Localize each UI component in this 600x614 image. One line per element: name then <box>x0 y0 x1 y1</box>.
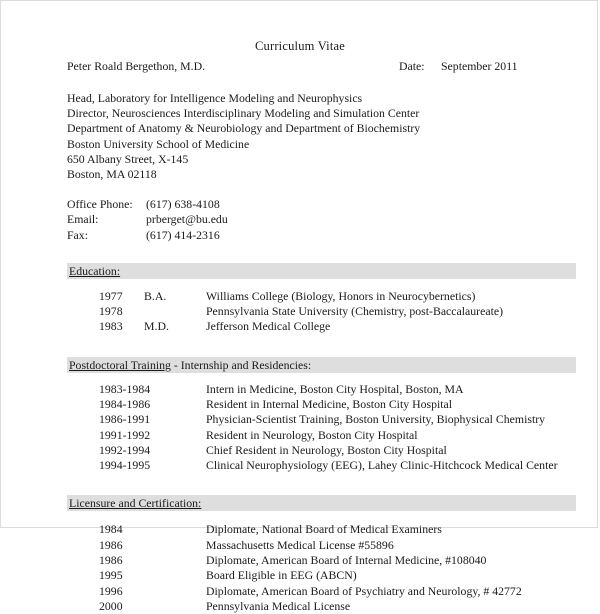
entry-row <box>1 412 599 427</box>
entry-row <box>1 599 599 614</box>
candidate-name: Peter Roald Bergethon, M.D. <box>67 59 206 73</box>
entry-year: 1991-1992 <box>99 427 151 442</box>
postdoctoral-entries <box>1 382 599 474</box>
entry-description: Intern in Medicine, Boston City Hospital, Boston, MA <box>206 381 464 396</box>
entry-year: 1984-1986 <box>99 396 151 411</box>
entry-description: Diplomate, National Board of Medical Examiners <box>206 522 442 537</box>
section-heading-postdoctoral <box>67 357 576 373</box>
entry-row <box>1 428 599 443</box>
affiliation-line: Director, Neurosciences Interdisciplinary Modeling and Simulation Center <box>67 106 420 121</box>
affiliation-line: Boston, MA 02118 <box>67 167 157 182</box>
education-entries <box>1 289 599 335</box>
affiliation-line: Department of Anatomy & Neurobiology and Department of Biochemistry <box>67 121 421 136</box>
entry-row <box>1 443 599 458</box>
entry-description: Pennsylvania Medical License <box>206 598 351 613</box>
contact-value-email: prberget@bu.edu <box>146 212 228 227</box>
affiliation-line: 650 Albany Street, X-145 <box>67 151 189 166</box>
contact-label: Fax: <box>67 227 88 242</box>
date-label: Date: <box>399 59 425 73</box>
entry-row <box>1 584 599 599</box>
contact-row <box>67 228 599 243</box>
cv-document <box>1 1 599 614</box>
contact-row <box>67 212 599 227</box>
entry-year: 2000 <box>99 598 123 613</box>
affiliation-line: Head, Laboratory for Intelligence Modeling and Neurophysics <box>67 91 363 105</box>
entry-description: Pennsylvania State University (Chemistry, post-Baccalaureate) <box>206 304 504 319</box>
entry-row <box>1 319 599 334</box>
entry-description: Diplomate, American Board of Internal Medicine, #108040 <box>206 553 487 568</box>
entry-year: 1995 <box>99 568 123 583</box>
contact-label: Email: <box>67 212 99 227</box>
entry-description: Diplomate, American Board of Psychiatry and Neurology, # 42772 <box>206 583 522 598</box>
section-heading-licensure <box>67 495 576 511</box>
entry-description: Clinical Neurophysiology (EEG), Lahey Clinic-Hitchcock Medical Center <box>206 458 558 473</box>
entry-row <box>1 397 599 412</box>
entry-description: Chief Resident in Neurology, Boston City Hospital <box>206 442 447 457</box>
name-date-row <box>1 59 599 74</box>
date-value: September 2011 <box>441 59 518 73</box>
entry-year: 1977 <box>99 288 123 303</box>
entry-row <box>1 382 599 397</box>
section-heading-underlined-text: Education: <box>69 263 121 278</box>
entry-row <box>1 538 599 553</box>
section-heading-underlined-text: Licensure and Certification: <box>69 496 202 511</box>
contact-block <box>1 197 599 243</box>
entry-description: Board Eligible in EEG (ABCN) <box>206 568 357 583</box>
affiliation-block <box>1 91 599 182</box>
entry-description: Resident in Internal Medicine, Boston City Hospital <box>206 396 453 411</box>
contact-label: Office Phone: <box>67 197 133 212</box>
entry-description: Massachusetts Medical License #55896 <box>206 537 394 552</box>
entry-year: 1978 <box>99 304 123 319</box>
contact-row <box>67 197 599 212</box>
entry-degree: M.D. <box>144 319 169 334</box>
entry-description: Resident in Neurology, Boston City Hospital <box>206 427 418 442</box>
contact-value: (617) 638-4108 <box>146 197 220 212</box>
entry-row <box>1 458 599 473</box>
entry-year: 1986 <box>99 537 123 552</box>
section-heading-plain-text: - Internship and Residencies: <box>170 357 312 372</box>
section-heading-underlined-text: Postdoctoral Training <box>69 357 171 372</box>
page-title: Curriculum Vitae <box>254 39 346 53</box>
entry-row <box>1 289 599 304</box>
entry-row <box>1 522 599 537</box>
entry-year: 1986 <box>99 553 123 568</box>
entry-year: 1983-1984 <box>99 381 151 396</box>
entry-degree: B.A. <box>144 288 167 303</box>
affiliation-line: Boston University School of Medicine <box>67 136 250 151</box>
entry-row <box>1 304 599 319</box>
contact-value: (617) 414-2316 <box>146 227 220 242</box>
entry-description: Jefferson Medical College <box>206 319 331 334</box>
entry-year: 1986-1991 <box>99 412 151 427</box>
entry-description: Williams College (Biology, Honors in Neurocybernetics) <box>206 288 476 303</box>
entry-row <box>1 568 599 583</box>
licensure-entries <box>1 522 599 614</box>
entry-description: Physician-Scientist Training, Boston University, Biophysical Chemistry <box>206 412 546 427</box>
entry-year: 1984 <box>99 522 123 537</box>
entry-year: 1994-1995 <box>99 458 151 473</box>
section-heading-education <box>67 263 576 279</box>
entry-row <box>1 553 599 568</box>
entry-year: 1983 <box>99 319 123 334</box>
entry-year: 1992-1994 <box>99 442 151 457</box>
entry-year: 1996 <box>99 583 123 598</box>
